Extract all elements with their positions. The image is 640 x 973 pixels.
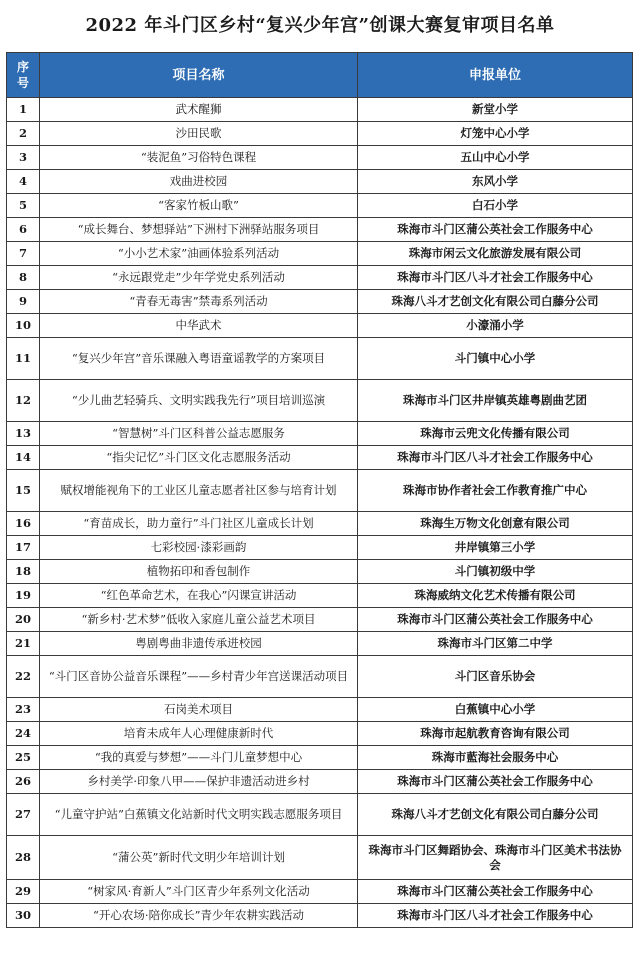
table-row (7, 122, 633, 146)
row-number: 10 (7, 314, 40, 338)
row-number: 25 (7, 746, 40, 770)
table-row (7, 446, 633, 470)
row-unit: 珠海威纳文化艺术传播有限公司 (358, 584, 633, 608)
table-row (7, 470, 633, 512)
row-number: 12 (7, 380, 40, 422)
project-list-table (6, 52, 633, 928)
header-seq-line2: 号 (16, 76, 29, 90)
row-project: “蒲公英”新时代文明少年培训计划 (40, 836, 358, 880)
table-row (7, 422, 633, 446)
table-row (7, 836, 633, 880)
row-unit: 五山中心小学 (358, 146, 633, 170)
row-number: 1 (7, 98, 40, 122)
row-project: “永远跟党走”少年学党史系列活动 (40, 266, 358, 290)
row-number: 18 (7, 560, 40, 584)
row-project: “装泥鱼”习俗特色课程 (40, 146, 358, 170)
row-project: “复兴少年宫”音乐课融入粤语童谣教学的方案项目 (40, 338, 358, 380)
table-row (7, 146, 633, 170)
table-row (7, 512, 633, 536)
table-row (7, 722, 633, 746)
table-row (7, 746, 633, 770)
row-number: 24 (7, 722, 40, 746)
row-unit: 小濠涌小学 (358, 314, 633, 338)
row-number: 9 (7, 290, 40, 314)
row-unit: 东风小学 (358, 170, 633, 194)
table-row (7, 98, 633, 122)
row-project: “小小艺术家”油画体验系列活动 (40, 242, 358, 266)
row-number: 8 (7, 266, 40, 290)
row-project: “我的真爱与梦想”——斗门儿童梦想中心 (40, 746, 358, 770)
row-project: 武术醒狮 (40, 98, 358, 122)
table-row (7, 584, 633, 608)
row-number: 21 (7, 632, 40, 656)
row-unit: 新堂小学 (358, 98, 633, 122)
row-project: “少儿曲艺轻骑兵、文明实践我先行”项目培训巡演 (40, 380, 358, 422)
table-row (7, 904, 633, 928)
row-unit: 珠海市斗门区蒲公英社会工作服务中心 (358, 608, 633, 632)
row-number: 2 (7, 122, 40, 146)
row-unit: 白石小学 (358, 194, 633, 218)
row-unit: 珠海市藍海社会服务中心 (358, 746, 633, 770)
row-unit: 珠海市协作者社会工作教育推广中心 (358, 470, 633, 512)
row-number: 15 (7, 470, 40, 512)
row-project: 培育未成年人心理健康新时代 (40, 722, 358, 746)
row-unit: 斗门区音乐协会 (358, 656, 633, 698)
row-number: 11 (7, 338, 40, 380)
row-number: 27 (7, 794, 40, 836)
row-number: 6 (7, 218, 40, 242)
table-row (7, 242, 633, 266)
table-row (7, 194, 633, 218)
row-project: 石岗美术项目 (40, 698, 358, 722)
row-unit: 珠海市闲云文化旅游发展有限公司 (358, 242, 633, 266)
row-project: 中华武术 (40, 314, 358, 338)
row-project: “开心农场·陪你成长”青少年农耕实践活动 (40, 904, 358, 928)
row-project: 七彩校园·漆彩画韵 (40, 536, 358, 560)
row-number: 7 (7, 242, 40, 266)
table-row (7, 170, 633, 194)
row-number: 28 (7, 836, 40, 880)
row-project: 乡村美学·印象八甲——保护非遗活动进乡村 (40, 770, 358, 794)
row-number: 14 (7, 446, 40, 470)
row-project: 赋权增能视角下的工业区儿童志愿者社区参与培育计划 (40, 470, 358, 512)
table-row (7, 608, 633, 632)
row-unit: 珠海市斗门区第二中学 (358, 632, 633, 656)
row-project: “儿童守护站”白蕉镇文化站新时代文明实践志愿服务项目 (40, 794, 358, 836)
row-unit: 珠海市斗门区蒲公英社会工作服务中心 (358, 218, 633, 242)
table-row (7, 880, 633, 904)
table-row (7, 632, 633, 656)
row-unit: 珠海市云兜文化传播有限公司 (358, 422, 633, 446)
row-unit: 灯笼中心小学 (358, 122, 633, 146)
row-number: 29 (7, 880, 40, 904)
row-project: “指尖记忆”斗门区文化志愿服务活动 (40, 446, 358, 470)
row-project: “客家竹板山歌” (40, 194, 358, 218)
table-row (7, 656, 633, 698)
header-seq (7, 53, 40, 98)
row-project: “育苗成长，助力童行”斗门社区儿童成长计划 (40, 512, 358, 536)
row-project: “智慧树”斗门区科普公益志愿服务 (40, 422, 358, 446)
table-row (7, 698, 633, 722)
header-project: 项目名称 (40, 53, 358, 98)
table-row (7, 770, 633, 794)
row-number: 19 (7, 584, 40, 608)
table-row (7, 218, 633, 242)
row-project: 粤剧粤曲非遗传承进校园 (40, 632, 358, 656)
row-unit: 斗门镇初级中学 (358, 560, 633, 584)
table-row (7, 380, 633, 422)
header-seq-line1: 序 (16, 60, 29, 74)
row-project: “青春无毒害”禁毒系列活动 (40, 290, 358, 314)
document-title: 2022 年斗门区乡村“复兴少年宫”创课大赛复审项目名单 (85, 15, 555, 36)
row-project: 戏曲进校园 (40, 170, 358, 194)
row-project: “斗门区音协公益音乐课程”——乡村青少年宫送课活动项目 (40, 656, 358, 698)
row-number: 13 (7, 422, 40, 446)
row-unit: 珠海市斗门区八斗才社会工作服务中心 (358, 266, 633, 290)
row-unit: 珠海市斗门区井岸镇英雄粤剧曲艺团 (358, 380, 633, 422)
row-number: 30 (7, 904, 40, 928)
row-number: 26 (7, 770, 40, 794)
row-unit: 珠海八斗才艺创文化有限公司白藤分公司 (358, 794, 633, 836)
row-number: 22 (7, 656, 40, 698)
row-unit: 珠海市起航教育咨询有限公司 (358, 722, 633, 746)
row-unit: 白蕉镇中心小学 (358, 698, 633, 722)
row-project: 沙田民歌 (40, 122, 358, 146)
row-unit: 珠海市斗门区蒲公英社会工作服务中心 (358, 880, 633, 904)
row-unit: 斗门镇中心小学 (358, 338, 633, 380)
header-unit: 申报单位 (358, 53, 633, 98)
table-row (7, 266, 633, 290)
row-project: 植物拓印和香包制作 (40, 560, 358, 584)
row-unit: 珠海市斗门区八斗才社会工作服务中心 (358, 904, 633, 928)
table-row (7, 338, 633, 380)
table-row (7, 290, 633, 314)
row-number: 20 (7, 608, 40, 632)
row-number: 16 (7, 512, 40, 536)
row-number: 3 (7, 146, 40, 170)
table-row (7, 314, 633, 338)
row-unit: 珠海市斗门区八斗才社会工作服务中心 (358, 446, 633, 470)
row-project: “新乡村·艺术梦”低收入家庭儿童公益艺术项目 (40, 608, 358, 632)
table-row (7, 560, 633, 584)
row-unit: 珠海市斗门区舞蹈协会、珠海市斗门区美术书法协会 (358, 836, 633, 880)
row-number: 17 (7, 536, 40, 560)
row-number: 4 (7, 170, 40, 194)
table-header-row (7, 53, 633, 98)
row-project: “树家风·育新人”斗门区青少年系列文化活动 (40, 880, 358, 904)
row-project: “红色革命艺术，在我心”闪课宣讲活动 (40, 584, 358, 608)
table-row (7, 794, 633, 836)
row-number: 5 (7, 194, 40, 218)
row-unit: 珠海市斗门区蒲公英社会工作服务中心 (358, 770, 633, 794)
row-number: 23 (7, 698, 40, 722)
row-unit: 井岸镇第三小学 (358, 536, 633, 560)
table-row (7, 536, 633, 560)
row-unit: 珠海八斗才艺创文化有限公司白藤分公司 (358, 290, 633, 314)
row-unit: 珠海生万物文化创意有限公司 (358, 512, 633, 536)
row-project: “成长舞台、梦想驿站”下洲村下洲驿站服务项目 (40, 218, 358, 242)
